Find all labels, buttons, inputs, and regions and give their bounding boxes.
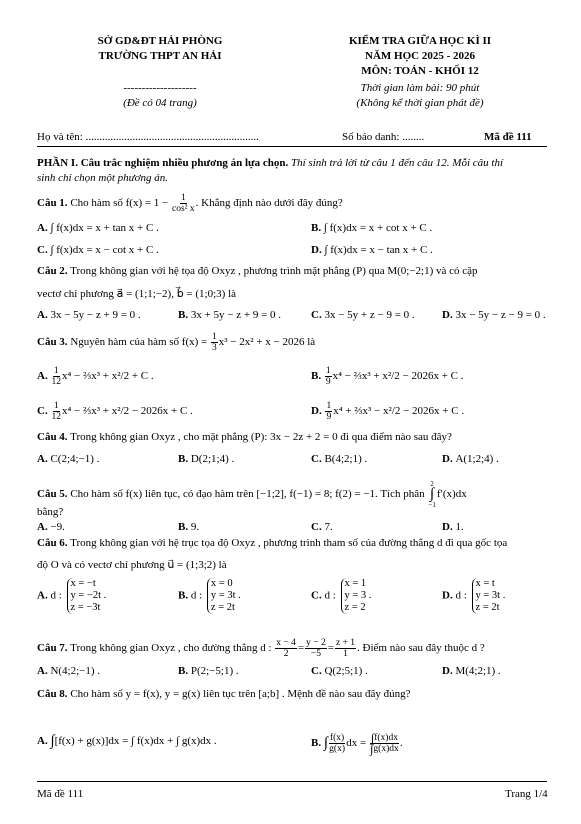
q1-option-d[interactable]: D. ∫ f(x)dx = x − tan x + C . <box>311 244 433 256</box>
page-count: (Đề có 04 trang) <box>123 97 197 109</box>
part1-title: PHẦN I. Câu trắc nghiệm nhiều phương án lựa chọn. <box>37 157 289 169</box>
q1-text: Cho hàm số f(x) = 1 − <box>70 197 169 210</box>
time-note: (Không kể thời gian phát đề) <box>356 97 484 109</box>
part1-instructions: Thí sinh trả lời từ câu 1 đến câu 12. Mỗi câu thí <box>288 157 503 169</box>
q1-fraction: $\frac{1}{\text{cos² x}}$ <box>172 193 195 214</box>
q7-option-a[interactable]: A. N(4;2;−1) . <box>37 665 101 677</box>
q4-option-c[interactable]: C. B(4;2;1) . <box>311 453 368 465</box>
q4-option-d[interactable]: D. A(1;2;4) . <box>442 453 499 465</box>
dept-name: SỞ GD&ĐT HẢI PHÒNG <box>97 35 223 47</box>
part1-instructions-cont: sinh chỉ chọn một phương án. <box>37 172 169 184</box>
q4-option-b[interactable]: B. D(2;1;4) . <box>178 453 235 465</box>
question-5-cont: bằng? <box>37 506 64 518</box>
header-dashes: -------------------- <box>123 82 197 94</box>
header-divider <box>37 146 547 147</box>
q1-option-a[interactable]: A. ∫ f(x)dx = x + tan x + C . <box>37 222 159 234</box>
q3-option-d[interactable]: D. $\frac{1}{9}$ x⁴ + ⅔x³ − x²/2 − 2026x + C . <box>311 401 465 422</box>
footer-divider <box>37 781 547 782</box>
q4-option-a[interactable]: A. C(2;4;−1) . <box>37 453 100 465</box>
question-5: Câu 5. Cho hàm số f(x) liên tục, có đạo hàm trên [−1;2], f(−1) = 8; f(2) = −1. Tích phân 2 ∫ −1 f′(x)dx <box>37 480 467 509</box>
q6-option-b[interactable]: B. d : x = 0 y = 3t . z = 2t <box>178 578 241 613</box>
question-2: Câu 2. Trong không gian với hệ tọa độ Oxyz , phương trình mặt phẳng (P) qua M(0;−2;1) và có cặp <box>37 265 478 277</box>
q3-option-a[interactable]: A. $\frac{1}{12}$ x⁴ − ⅔x³ + x²/2 + C . <box>37 366 154 387</box>
q5-option-c[interactable]: C. 7. <box>311 521 333 533</box>
footer-page-number: Trang 1/4 <box>505 788 548 800</box>
q3-option-c[interactable]: C. $\frac{1}{12}$ x⁴ − ⅔x³ + x²/2 − 2026x + C . <box>37 401 193 422</box>
q1-option-c[interactable]: C. ∫ f(x)dx = x − cot x + C . <box>37 244 159 256</box>
question-1 <box>37 193 343 214</box>
school-year: NĂM HỌC 2025 - 2026 <box>365 50 475 62</box>
q2-option-d[interactable]: D. 3x − 5y − z − 9 = 0 . <box>442 309 546 321</box>
q6-option-c[interactable]: C. d : x = 1 y = 3 . z = 2 <box>311 578 372 613</box>
question-6-cont: độ O và có vectơ chỉ phương u⃗ = (1;3;2) là <box>37 559 227 571</box>
q7-option-b[interactable]: B. P(2;−5;1) . <box>178 665 239 677</box>
q6-option-d[interactable]: D. d : x = t y = 3t . z = 2t <box>442 578 506 613</box>
q8-option-a[interactable]: A. ∫[f(x) + g(x)]dx = ∫ f(x)dx + ∫ g(x)dx . <box>37 733 217 749</box>
exam-code: Mã đề 111 <box>484 131 532 143</box>
question-8: Câu 8. Cho hàm số y = f(x), y = g(x) liên tục trên [a;b] . Mệnh đề nào sau đây đúng? <box>37 688 411 700</box>
q3-option-b[interactable]: B. $\frac{1}{9}$ x⁴ − ⅔x³ + x²/2 − 2026x + C . <box>311 366 464 387</box>
q1-tail: . Khẳng định nào dưới đây đúng? <box>195 197 343 210</box>
id-field-label: Số báo danh: ........ <box>342 131 425 143</box>
q2-option-b[interactable]: B. 3x + 5y − z + 9 = 0 . <box>178 309 282 321</box>
question-6: Câu 6. Trong không gian với hệ trục tọa độ Oxyz , phương trình tham số của đường thẳng d đi qua gốc tọa <box>37 537 508 549</box>
question-3: Câu 3. Nguyên hàm của hàm số f(x) = $\frac{1}{3}$ x³ − 2x² + x − 2026 là <box>37 332 316 353</box>
school-name: TRƯỜNG THPT AN HẢI <box>98 50 222 62</box>
name-field-label: Họ và tên: ............................................................... <box>37 131 259 143</box>
q6-option-a[interactable]: A. d : x = −t y = −2t . z = −3t <box>37 578 107 613</box>
q1-option-b[interactable]: B. ∫ f(x)dx = x + cot x + C . <box>311 222 433 234</box>
question-7: Câu 7. Trong không gian Oxyz , cho đường thẳng d : $\frac{x - 4}{2}$ = $\frac{y - 2}{-5}$ = $\frac{z + 1}{1}$ . Điểm nào sau đây thuộc d ? <box>37 638 485 659</box>
q7-option-c[interactable]: C. Q(2;5;1) . <box>311 665 368 677</box>
exam-time: Thời gian làm bài: 90 phút <box>360 82 480 94</box>
q8-option-b[interactable]: B. ∫ $\frac{f(x)}{g(x)}$ dx = $\frac{\int f(x)dx}{\int g(x)dx}$ . <box>311 731 403 757</box>
q7-option-d[interactable]: D. M(4;2;1) . <box>442 665 501 677</box>
q5-option-b[interactable]: B. 9. <box>178 521 200 533</box>
question-2-cont: vectơ chỉ phương a⃗ = (1;1;−2), b⃗ = (1;0;3) là <box>37 288 237 300</box>
part1-heading <box>37 157 503 169</box>
q2-option-c[interactable]: C. 3x − 5y + z − 9 = 0 . <box>311 309 415 321</box>
footer-exam-code: Mã đề 111 <box>37 788 84 800</box>
q1-label: Câu 1. <box>37 197 68 210</box>
question-4: Câu 4. Trong không gian Oxyz , cho mặt phẳng (P): 3x − 2z + 2 = 0 đi qua điểm nào sau đây? <box>37 431 452 443</box>
q5-option-a[interactable]: A. −9. <box>37 521 65 533</box>
subject: MÔN: TOÁN - KHỐI 12 <box>361 65 479 77</box>
q5-option-d[interactable]: D. 1. <box>442 521 464 533</box>
q2-option-a[interactable]: A. 3x − 5y − z + 9 = 0 . <box>37 309 141 321</box>
exam-title: KIỂM TRA GIỮA HỌC KÌ II <box>348 35 492 47</box>
